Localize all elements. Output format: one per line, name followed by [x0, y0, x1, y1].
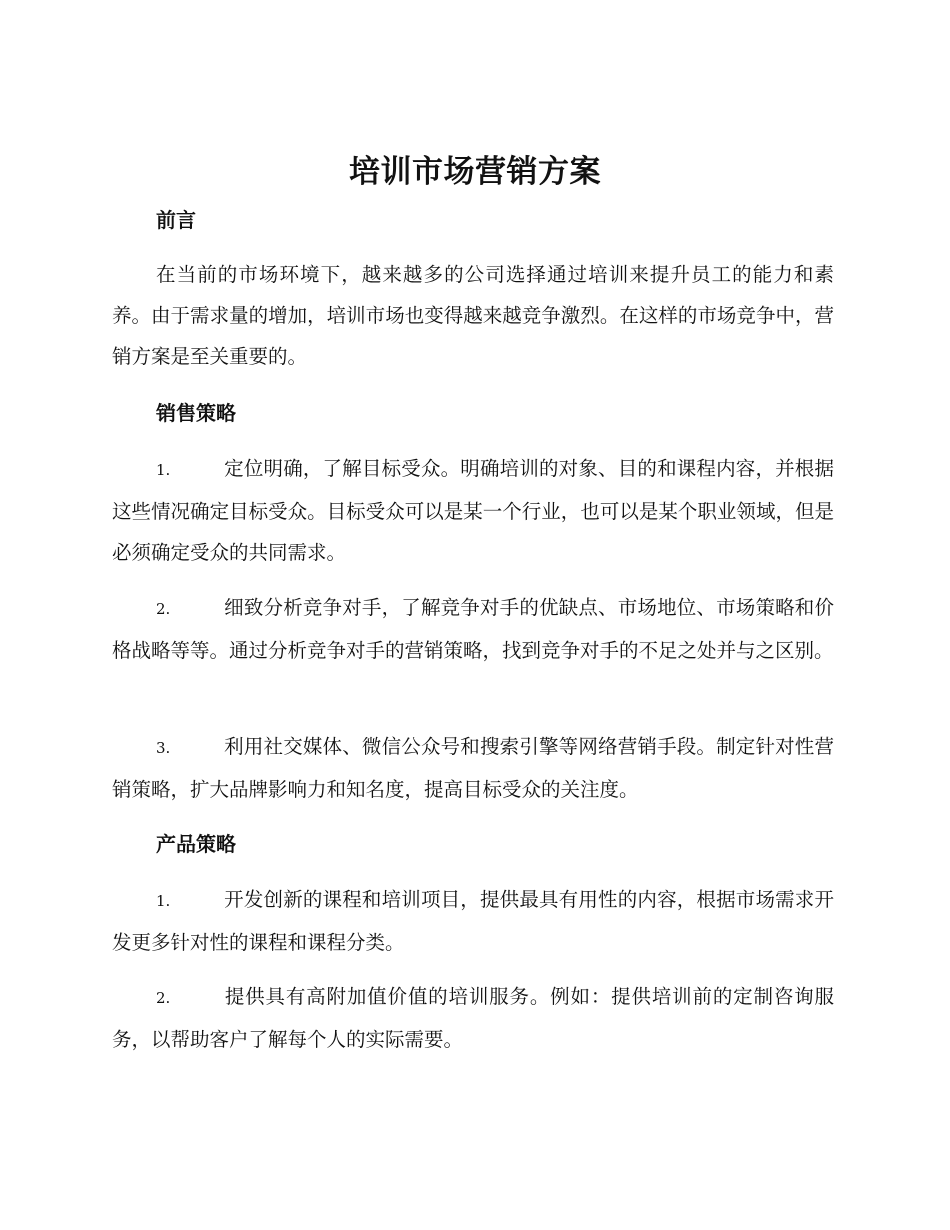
section-heading-product-strategy: 产品策略 [156, 832, 236, 856]
document-title: 培训市场营销方案 [349, 154, 601, 190]
list-item-number: 2. [156, 600, 171, 618]
list-item-text: 细致分析竞争对手，了解竞争对手的优缺点、市场地位、市场策略和价格战略等等。通过分析竞争对手的营销策略，找到竞争对手的不足之处并与之区别。 [112, 596, 834, 662]
list-item-text: 定位明确，了解目标受众。明确培训的对象、目的和课程内容，并根据这些情况确定目标受众。目标受众可以是某一个行业，也可以是某个职业领域，但是必须确定受众的共同需求。 [112, 457, 834, 564]
section-heading-sales-strategy: 销售策略 [156, 401, 236, 425]
list-item-number: 1. [156, 461, 171, 479]
list-item [112, 587, 834, 671]
list-item [112, 726, 834, 810]
list-item [112, 976, 834, 1060]
section-heading-preface: 前言 [156, 208, 196, 232]
list-item-number: 3. [156, 739, 171, 757]
list-item-text: 利用社交媒体、微信公众号和搜索引擎等网络营销手段。制定针对性营销策略，扩大品牌影响力和知名度，提高目标受众的关注度。 [112, 735, 834, 801]
list-item-text: 提供具有高附加值价值的培训服务。例如：提供培训前的定制咨询服务，以帮助客户了解每个人的实际需要。 [112, 985, 834, 1051]
list-item-number: 2. [156, 989, 171, 1007]
list-item [112, 879, 834, 963]
list-item [112, 448, 834, 573]
list-item-text: 开发创新的课程和培训项目，提供最具有用性的内容，根据市场需求开发更多针对性的课程和课程分类。 [112, 888, 834, 954]
list-item-number: 1. [156, 892, 171, 910]
preface-paragraph: 在当前的市场环境下，越来越多的公司选择通过培训来提升员工的能力和素养。由于需求量的增加，培训市场也变得越来越竞争激烈。在这样的市场竞争中，营销方案是至关重要的。 [112, 263, 834, 368]
